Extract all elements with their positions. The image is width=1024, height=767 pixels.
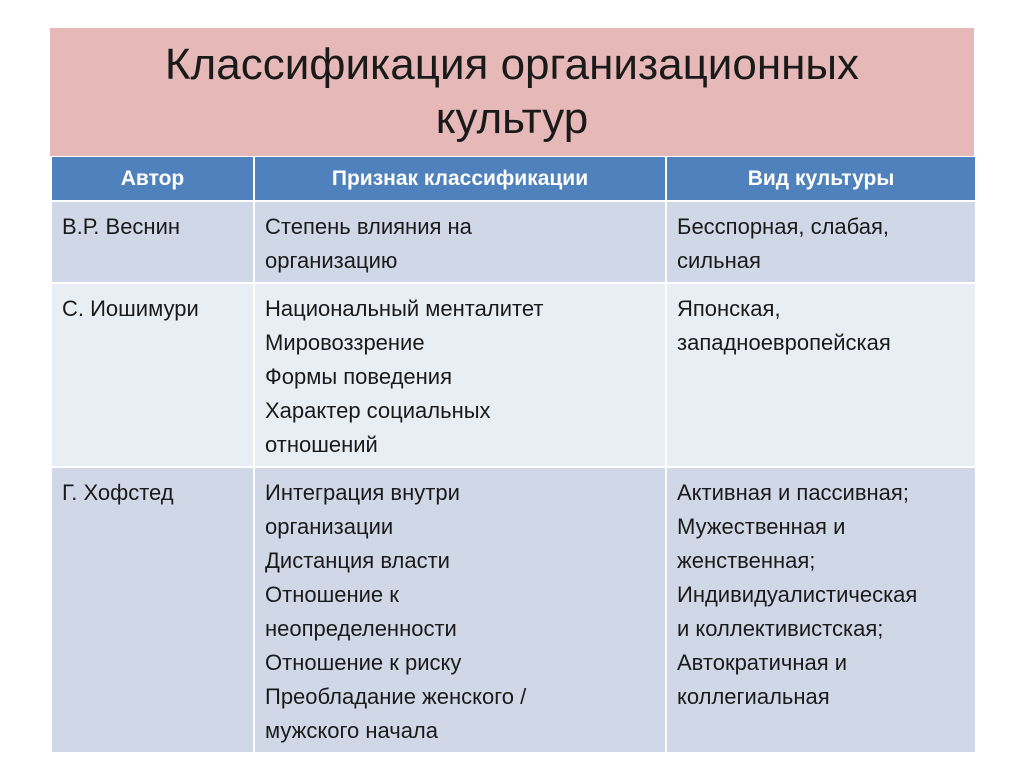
header-kind: Вид культуры xyxy=(666,157,976,201)
feature-line: Преобладание женского / xyxy=(265,684,527,709)
kind-line: Бесспорная, слабая, xyxy=(677,214,890,239)
feature-line: отношений xyxy=(265,432,378,457)
kind-line: женственная; xyxy=(677,548,816,573)
feature-line: Мировоззрение xyxy=(265,330,425,355)
cell-kind xyxy=(666,467,976,753)
header-feature: Признак классификации xyxy=(254,157,666,201)
cell-author xyxy=(51,467,254,753)
feature-line: неопределенности xyxy=(265,616,457,641)
author-name: Г. Хофстед xyxy=(62,480,174,505)
feature-line: Отношение к риску xyxy=(265,650,462,675)
kind-line: сильная xyxy=(677,248,761,273)
author-name: В.Р. Веснин xyxy=(62,214,181,239)
feature-line: организации xyxy=(265,514,394,539)
feature-line: Национальный менталитет xyxy=(265,296,544,321)
kind-line: коллегиальная xyxy=(677,684,830,709)
cell-feature xyxy=(254,283,666,467)
kind-line: Активная и пассивная; xyxy=(677,480,909,505)
cell-kind xyxy=(666,201,976,283)
table-header-row xyxy=(51,157,976,201)
feature-line: Формы поведения xyxy=(265,364,453,389)
author-name: С. Иошимури xyxy=(62,296,199,321)
classification-table xyxy=(50,157,977,754)
feature-line: Дистанция власти xyxy=(265,548,450,573)
table-row xyxy=(51,283,976,467)
cell-feature xyxy=(254,467,666,753)
title-line-1: Классификация организационных xyxy=(164,40,860,89)
kind-line: Автократичная и xyxy=(677,650,848,675)
slide-title xyxy=(50,28,974,156)
feature-line: Характер социальных xyxy=(265,398,491,423)
feature-line: Отношение к xyxy=(265,582,399,607)
kind-line: и коллективистская; xyxy=(677,616,884,641)
cell-author xyxy=(51,283,254,467)
header-author: Автор xyxy=(51,157,254,201)
cell-feature xyxy=(254,201,666,283)
table-row xyxy=(51,467,976,753)
feature-line: Интеграция внутри xyxy=(265,480,460,505)
feature-line: организацию xyxy=(265,248,398,273)
title-line-2: культур xyxy=(435,94,589,143)
kind-line: Мужественная и xyxy=(677,514,846,539)
cell-kind xyxy=(666,283,976,467)
kind-line: Японская, xyxy=(677,296,781,321)
cell-author xyxy=(51,201,254,283)
kind-line: западноевропейская xyxy=(677,330,891,355)
feature-line: мужского начала xyxy=(265,718,439,743)
kind-line: Индивидуалистическая xyxy=(677,582,918,607)
feature-line: Степень влияния на xyxy=(265,214,472,239)
table-row xyxy=(51,201,976,283)
